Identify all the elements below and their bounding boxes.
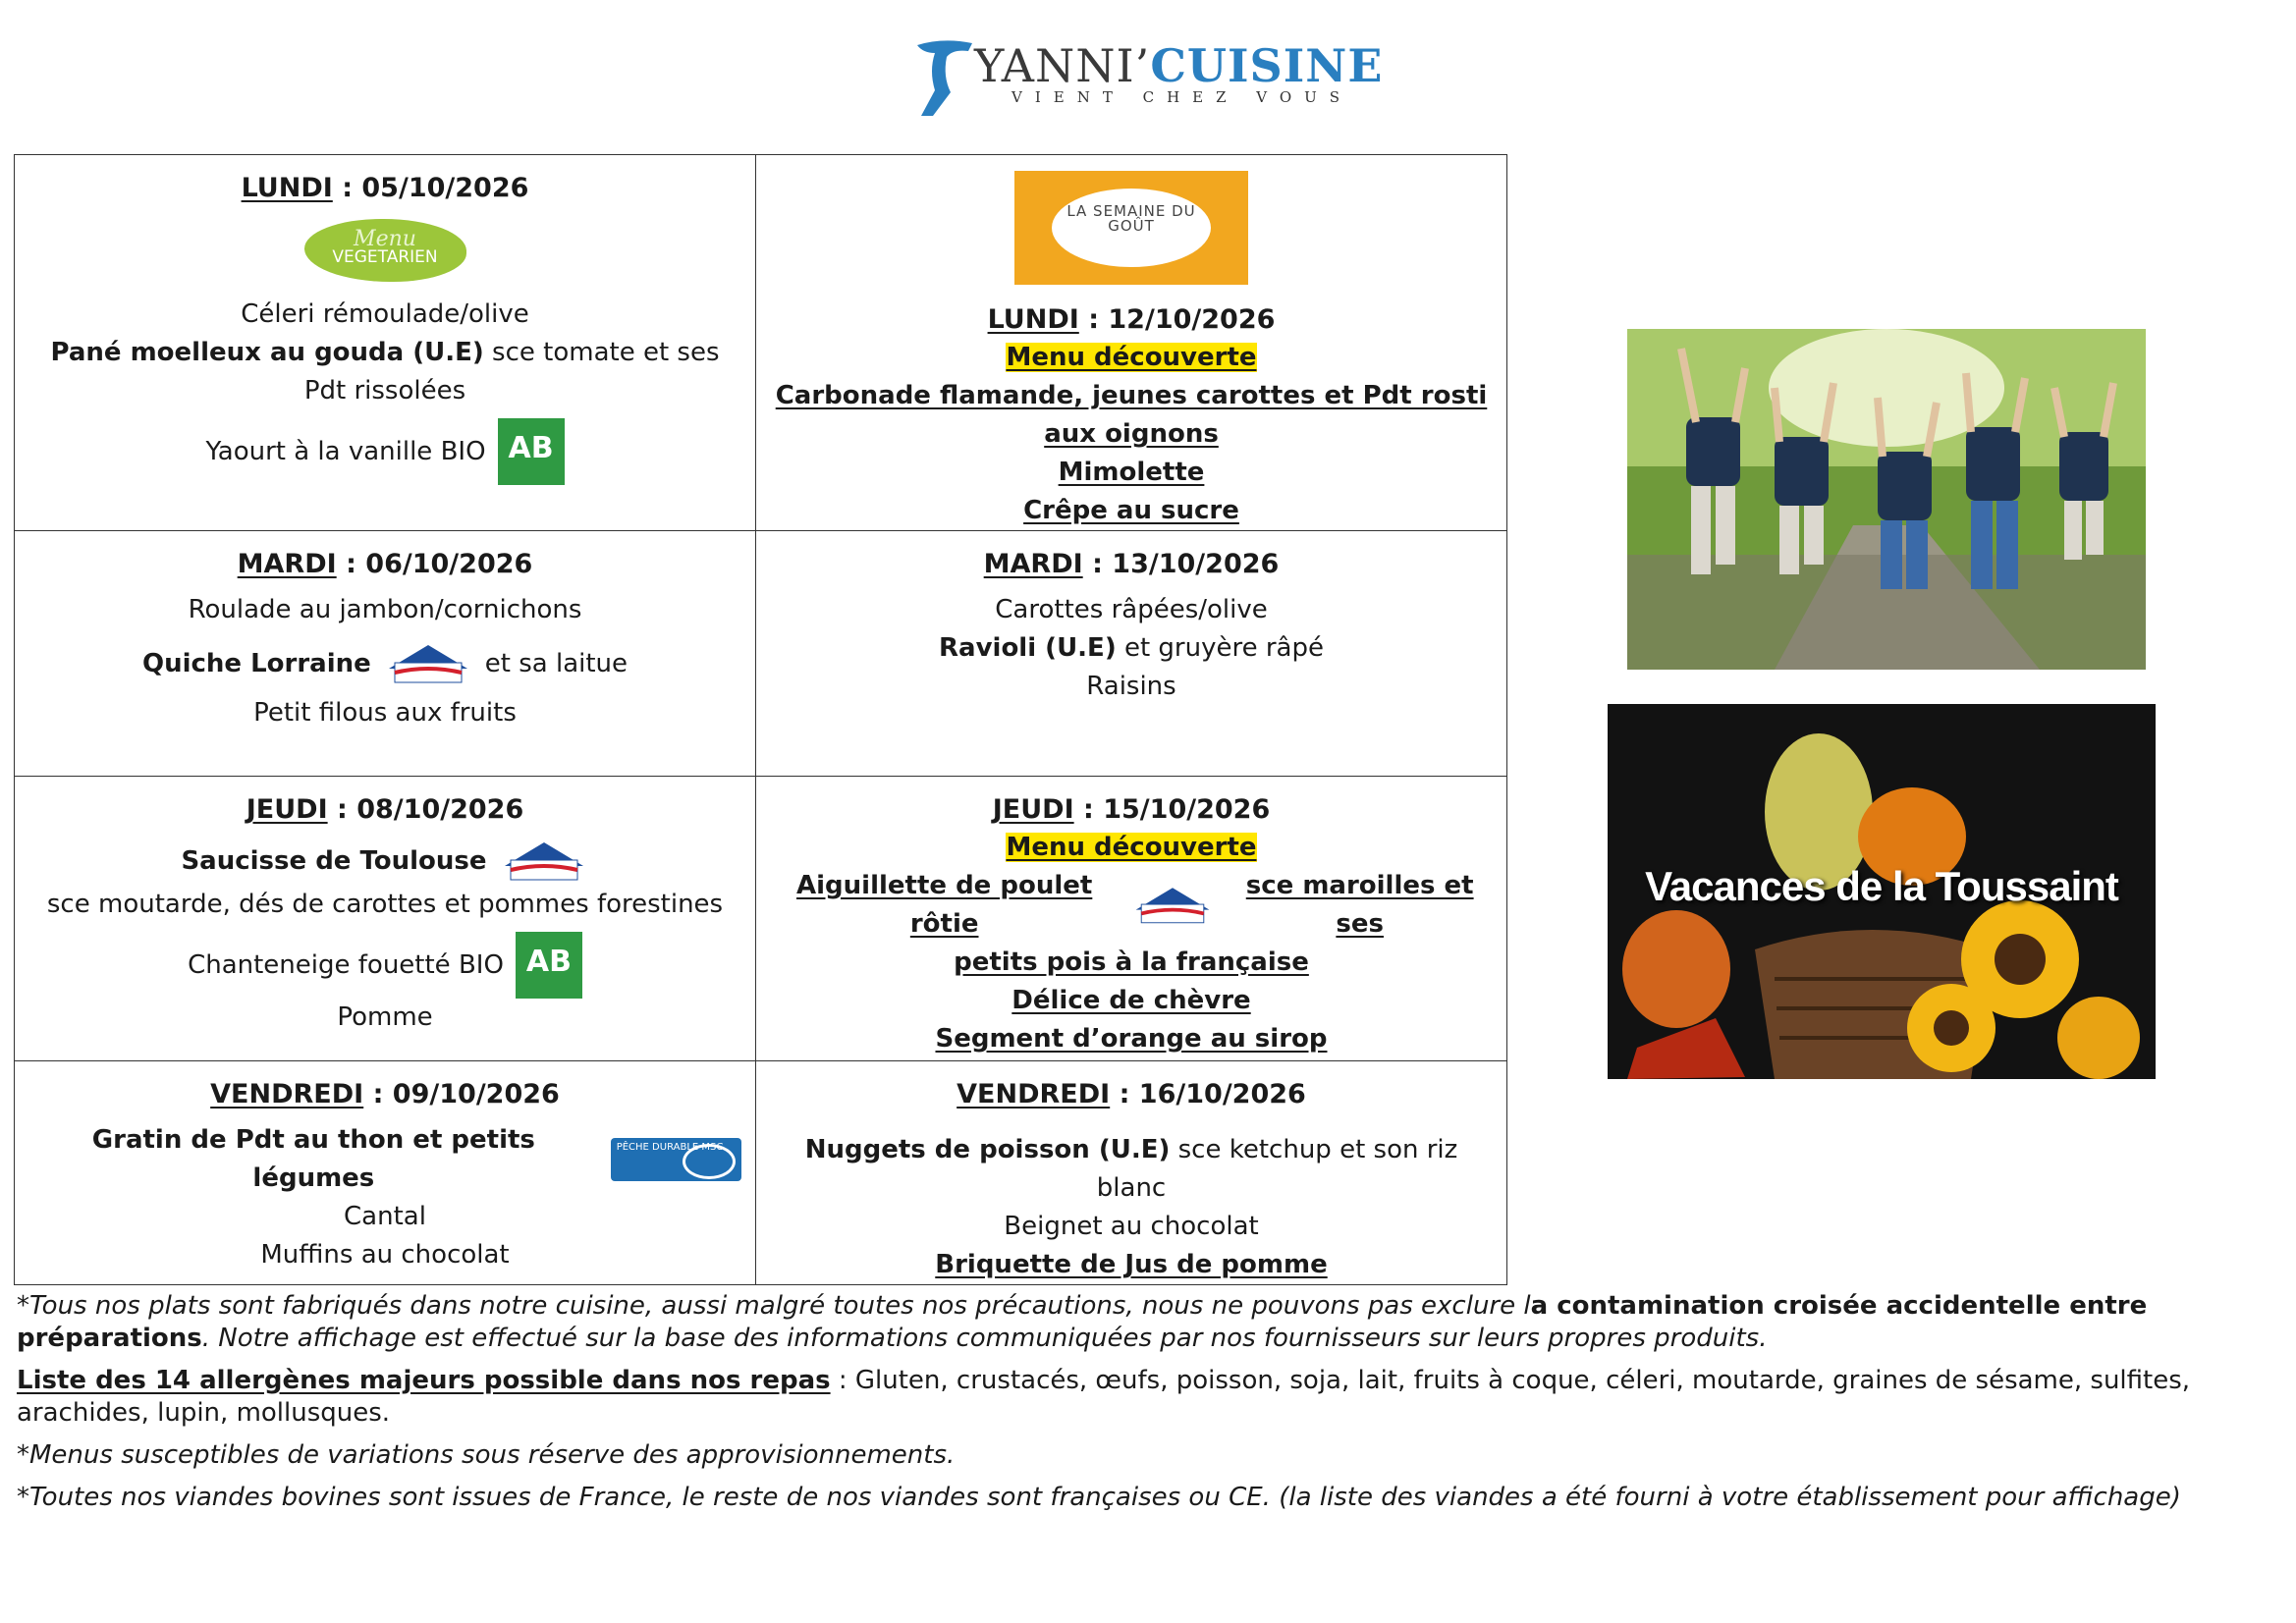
entree: Céleri rémoulade/olive (241, 299, 529, 329)
menu-cell-mardi-2 (756, 531, 1507, 777)
dessert: Beignet au chocolat (1004, 1212, 1259, 1241)
semaine-du-gout-label: LA SEMAINE DU GOÛT (1052, 189, 1211, 267)
dessert: Pomme (337, 1002, 433, 1032)
menu-cell-lundi-1 (15, 155, 756, 531)
fromage: Mimolette (1058, 458, 1205, 487)
semaine-du-gout-badge (1014, 171, 1248, 285)
day-heading: LUNDI : 12/10/2026 (987, 304, 1276, 335)
plat: Ravioli (U.E) et gruyère râpé (939, 633, 1324, 663)
plat-row (28, 1121, 741, 1198)
menu-cell-vendredi-2 (756, 1061, 1507, 1285)
note-viandes: *Toutes nos viandes bovines sont issues de France, le reste de nos viandes sont françaises ou CE. (la liste des viandes a été fourni à votre établissement pour affichage) (17, 1483, 2181, 1512)
menu-cell-jeudi-2 (756, 777, 1507, 1061)
dessert: Petit filous aux fruits (253, 698, 517, 728)
plat: Saucisse de Toulouse (181, 845, 487, 876)
accompagnement: sce moutarde, dés de carottes et pommes forestines (46, 890, 724, 919)
dessert: Segment d’orange au sirop (935, 1024, 1328, 1054)
day-heading: VENDREDI : 09/10/2026 (210, 1079, 560, 1109)
dessert: Yaourt à la vanille BIO (205, 436, 486, 466)
fromage: Cantal (344, 1202, 426, 1231)
kids-jumping-photo (1627, 329, 2146, 670)
day-heading: VENDREDI : 16/10/2026 (957, 1079, 1306, 1109)
plat: Pané moelleux au gouda (U.E) sce tomate et ses Pdt rissolées (50, 338, 720, 406)
porc-francais-icon (383, 639, 473, 688)
plat: Carbonade flamande, jeunes carottes et Pdt rosti aux oignons (775, 381, 1488, 449)
plat: Quiche Lorraine (141, 648, 371, 678)
weekly-menu-table (14, 154, 1507, 1285)
day-heading: JEUDI : 15/10/2026 (992, 794, 1271, 825)
plat-row (28, 639, 741, 688)
dessert: Raisins (1086, 672, 1176, 701)
menu-cell-mardi-1 (15, 531, 756, 777)
menu-cell-vendredi-1 (15, 1061, 756, 1285)
plat: Aiguillette de poulet rôtie (796, 871, 1093, 939)
toussaint-holiday-photo (1608, 704, 2156, 1079)
chef-silhouette-icon (913, 37, 982, 122)
accompagnement: petits pois à la française (954, 947, 1309, 977)
laitage: Chanteneige fouetté BIO (188, 949, 504, 980)
day-heading: JEUDI : 08/10/2026 (246, 794, 524, 825)
note-allergens: Liste des 14 allergènes majeurs possible dans nos repas : Gluten, crustacés, œufs, poisson, soja, lait, fruits à coque, céleri, moutarde, graines de sésame, sulfites, arachides, lupin, mollusques. (17, 1366, 2191, 1428)
msc-peche-durable-icon: PÊCHE DURABLE MSC (611, 1138, 741, 1181)
day-heading: MARDI : 13/10/2026 (983, 549, 1280, 579)
entree: Roulade au jambon/cornichons (188, 595, 582, 624)
footer-notes (17, 1290, 2275, 1524)
plat: Gratin de Pdt au thon et petits légumes (91, 1125, 535, 1193)
ab-bio-icon: AB (516, 932, 582, 999)
holiday-banner-text: Vacances de la Toussaint (1645, 863, 2118, 909)
plat: Nuggets de poisson (U.E) sce ketchup et son riz blanc (804, 1135, 1458, 1203)
boisson: Briquette de Jus de pomme (935, 1250, 1328, 1279)
entree: Carottes râpées/olive (995, 595, 1268, 624)
theme: Menu découverte (1006, 343, 1257, 372)
menu-cell-jeudi-1 (15, 777, 756, 1061)
brand-tagline: VIENT CHEZ VOUS (1011, 88, 1353, 106)
note-variations: *Menus susceptibles de variations sous réserve des approvisionnements. (17, 1440, 956, 1470)
dessert-row (28, 418, 741, 485)
menu-cell-lundi-2 (756, 155, 1507, 531)
accompagnement: et sa laitue (484, 648, 629, 678)
ab-bio-icon: AB (498, 418, 565, 485)
volaille-francaise-icon (1130, 881, 1215, 930)
porc-francais-icon (499, 837, 589, 886)
laitage-row (28, 932, 741, 999)
theme: Menu découverte (1006, 833, 1257, 862)
note-contamination: *Tous nos plats sont fabriqués dans notre cuisine, aussi malgré toutes nos précautions, nous ne pouvons pas exclure la contamination croisée accidentelle entre préparations. Notre affichage est effectué sur la base des informations communiquées par nos fournisseurs sur leurs propres produits. (17, 1291, 2148, 1353)
plat-row (770, 867, 1493, 944)
fromage: Délice de chèvre (1011, 986, 1251, 1015)
dessert: Crêpe au sucre (1023, 496, 1239, 525)
sauce: sce maroilles et ses (1245, 871, 1474, 939)
brand-name: YANNI’CUISINE (974, 39, 1384, 92)
vegetarian-menu-badge: Menu VEGETARIEN (304, 219, 466, 282)
plat-row (28, 837, 741, 886)
dessert: Muffins au chocolat (260, 1240, 510, 1270)
day-heading: MARDI : 06/10/2026 (237, 549, 533, 579)
brand-logo (913, 37, 1384, 126)
day-heading: LUNDI : 05/10/2026 (241, 173, 529, 203)
